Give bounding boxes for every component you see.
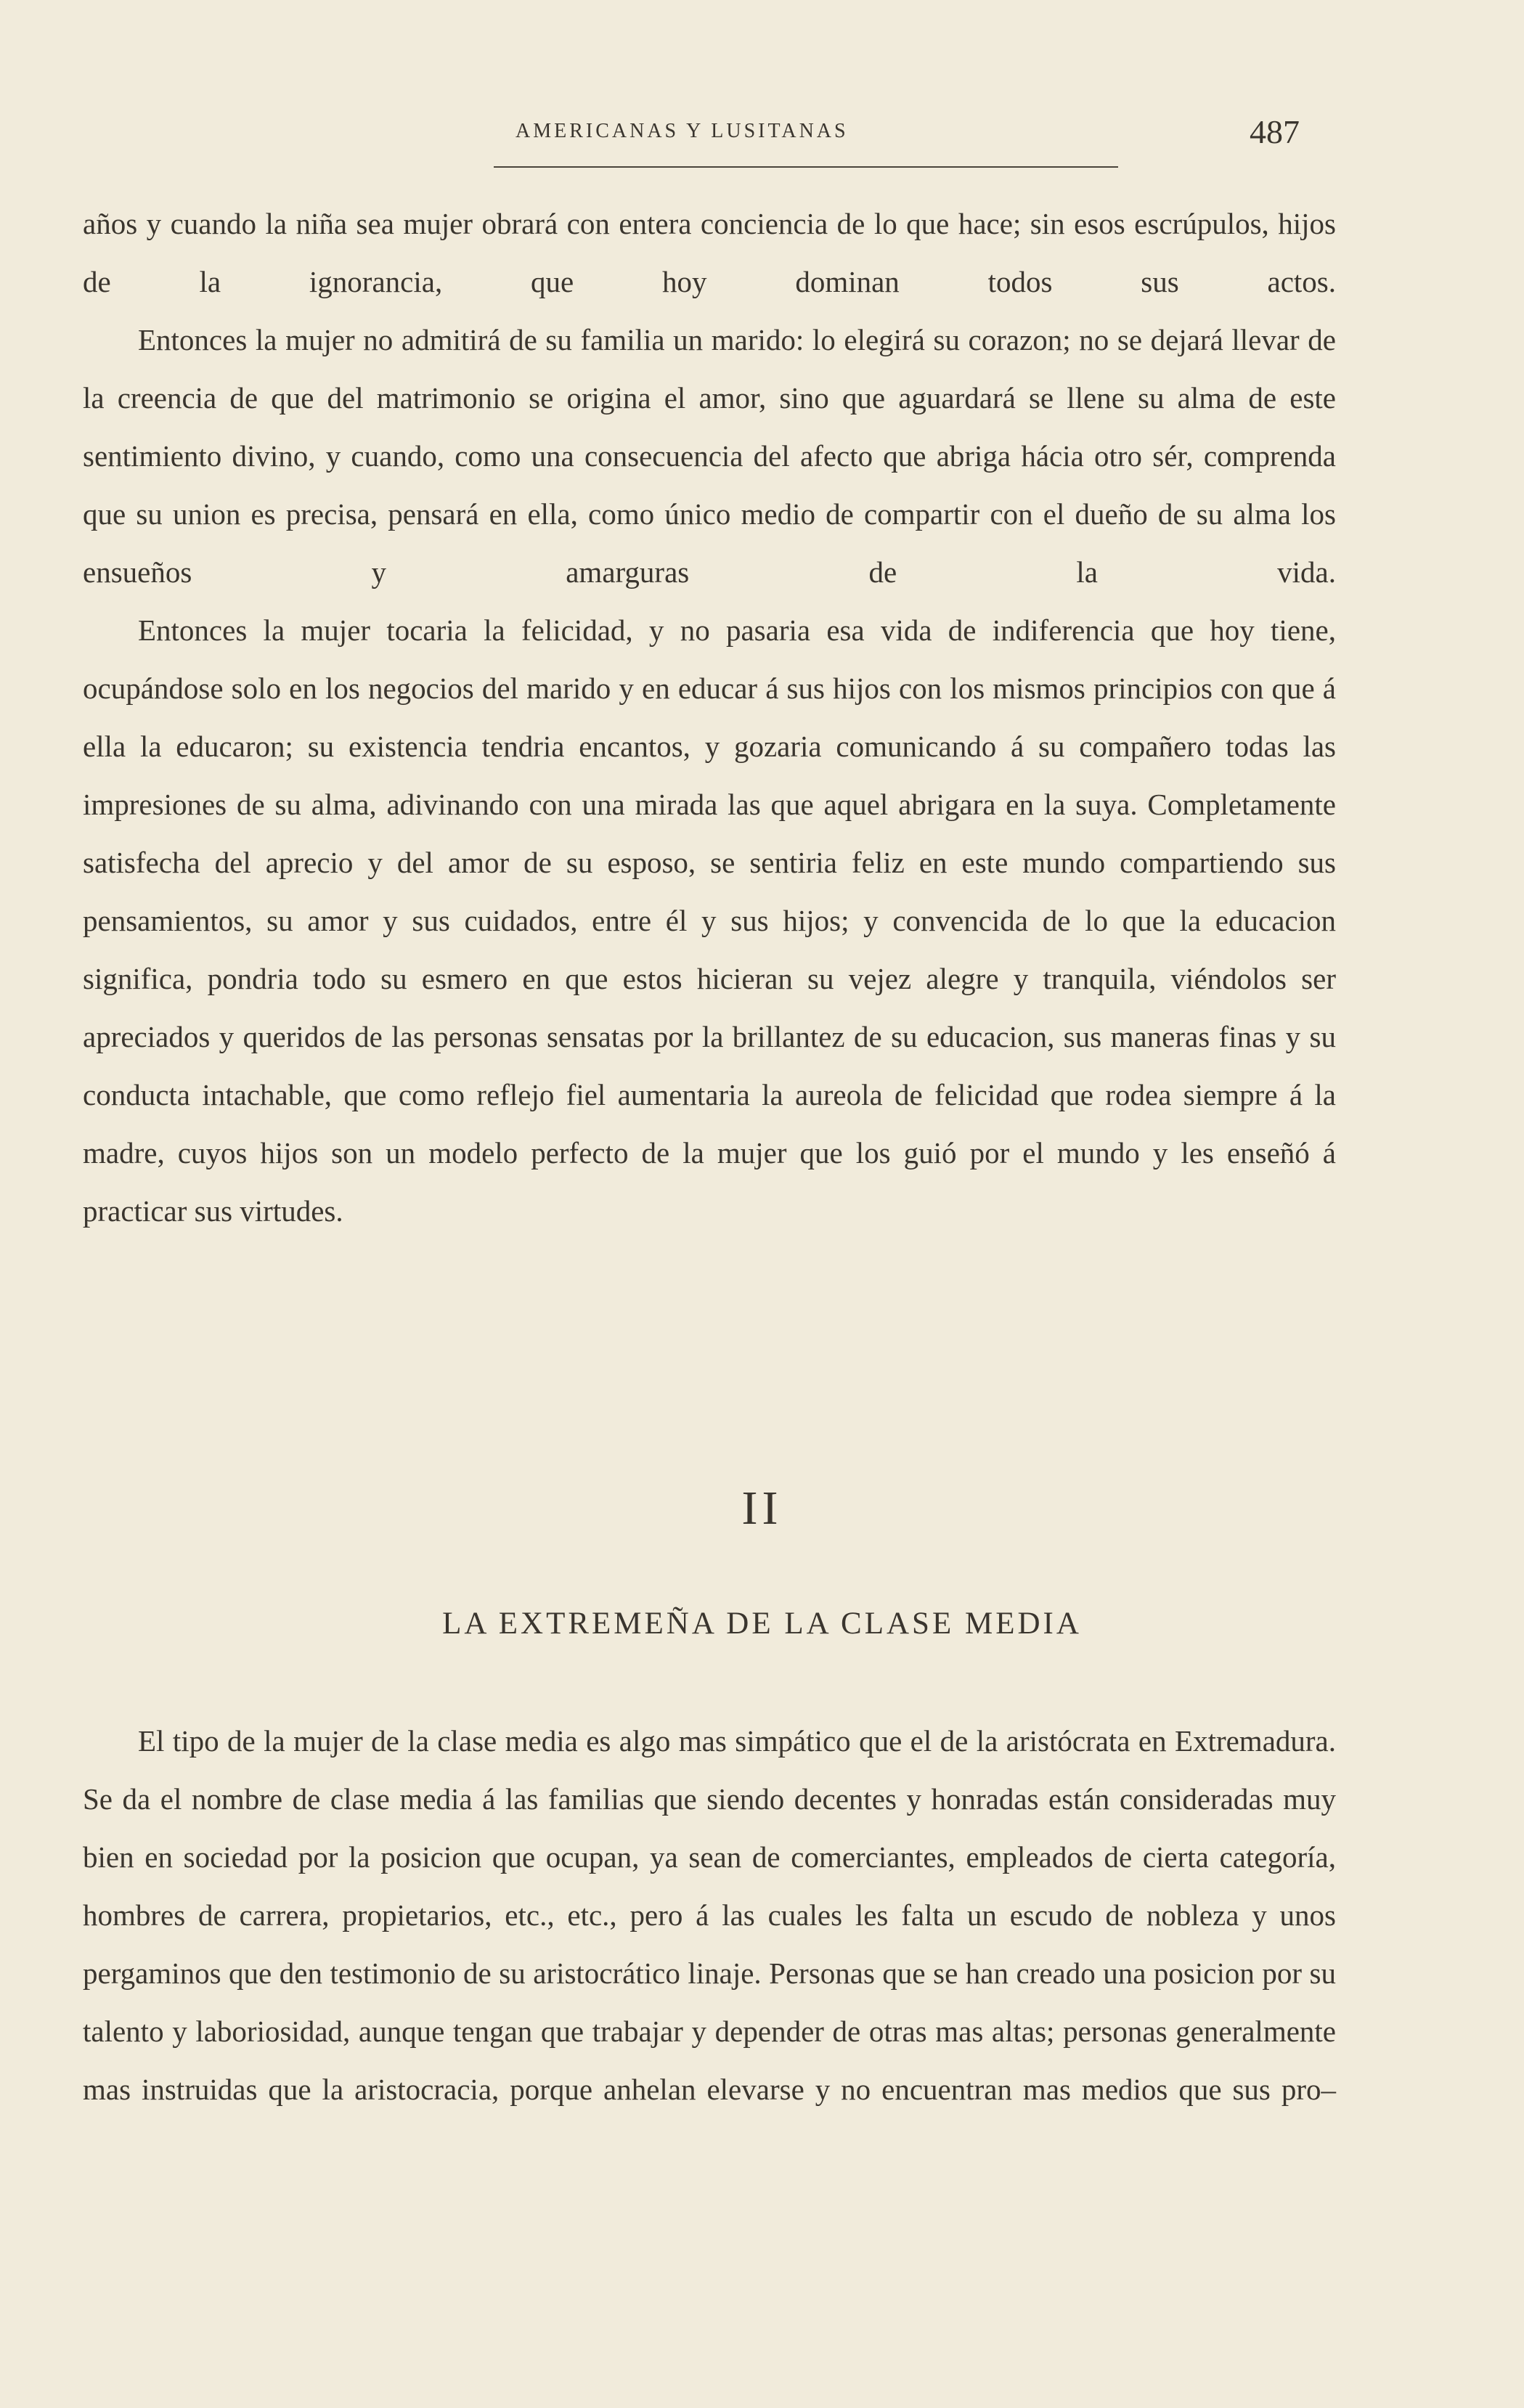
paragraph: El tipo de la mujer de la clase media es algo mas simpático que el de la aristócrata en Extremadura. Se da el nombre de clase media á las familias que siendo decentes y honradas están consideradas muy bien en sociedad por la posicion que ocupan, ya sean de comerciantes, empleados de cierta categoría, hombres de carrera, propietarios, etc., etc., pero á las cuales les falta un escudo de nobleza y unos pergaminos que den testimonio de su aristocrático linaje. Personas que se han creado una posicion por su talento y laboriosidad, aunque tengan que trabajar y depender de otras mas altas; personas generalmente mas instruidas que la aristocracia, porque anhelan elevarse y no encuentran mas medios que sus pro– xyxy=(83,1724,1336,2106)
header-rule xyxy=(494,166,1118,168)
body-text-after-section xyxy=(83,1712,1336,2118)
running-title: AMERICANAS Y LUSITANAS xyxy=(516,120,849,142)
body-text-before-section xyxy=(83,195,1336,1240)
paragraph: años y cuando la niña sea mujer obrará con entera conciencia de lo que hace; sin esos escrúpulos, hijos de la ignorancia, que hoy dominan todos sus actos. xyxy=(83,207,1336,298)
paragraph: Entonces la mujer tocaria la felicidad, y no pasaria esa vida de indiferencia que hoy tiene, ocupándose solo en los negocios del marido y en educar á sus hijos con los mismos principios con que á ella la educaron; su existencia tendria encantos, y gozaria comunicando á su compañero todas las impresiones de su alma, adivinando con una mirada las que aquel abrigara en la suya. Completamente satisfecha del aprecio y del amor de su esposo, se sentiria feliz en este mundo compartiendo sus pensamientos, su amor y sus cuidados, entre él y sus hijos; y convencida de lo que la educacion significa, pondria todo su esmero en que estos hicieran su vejez alegre y tranquila, viéndolos ser apreciados y queridos de las personas sensatas por la brillantez de su educacion, sus maneras finas y su conducta intachable, que como reflejo fiel aumentaria la aureola de felicidad que rodea siempre á la madre, cuyos hijos son un modelo perfecto de la mujer que los guió por el mundo y les enseñó á practicar sus virtudes. xyxy=(83,613,1336,1228)
page-number: 487 xyxy=(1250,113,1300,150)
section-number: II xyxy=(741,1482,783,1535)
section-title: LA EXTREMEÑA DE LA CLASE MEDIA xyxy=(442,1607,1082,1641)
paragraph: Entonces la mujer no admitirá de su familia un marido: lo elegirá su corazon; no se dejará llevar de la creencia de que del matrimonio se origina el amor, sino que aguardará se llene su alma de este sentimiento divino, y cuando, como una consecuencia del afecto que abriga hácia otro sér, comprenda que su union es precisa, pensará en ella, como único medio de compartir con el dueño de su alma los ensueños y amarguras de la vida. xyxy=(83,323,1336,589)
running-head xyxy=(167,113,1300,171)
